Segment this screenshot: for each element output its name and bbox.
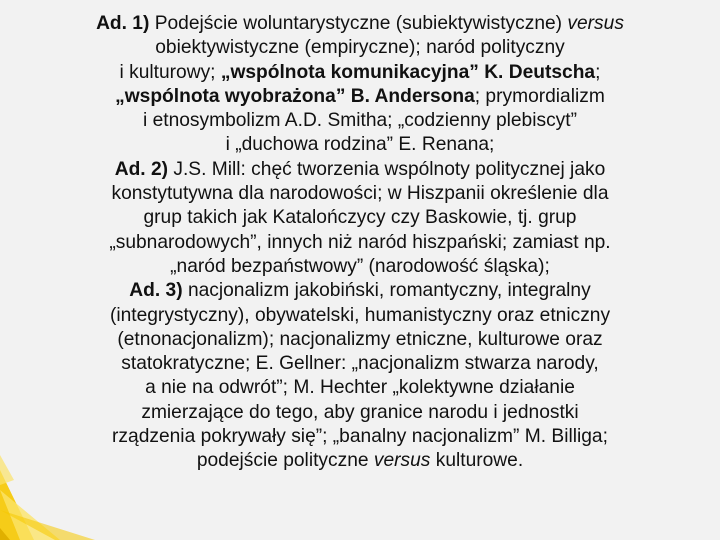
text-segment: i kulturowy; xyxy=(119,61,221,83)
text-segment: Ad. 1) xyxy=(96,13,150,34)
text-segment: podejście polityczne xyxy=(196,450,374,472)
text-segment: zmierzające do tego, aby granice narodu i jednostki xyxy=(141,401,579,423)
text-line xyxy=(40,328,680,352)
text-segment: ; xyxy=(595,61,601,83)
text-segment: obiektywistyczne (empiryczne); naród polityczny xyxy=(155,37,565,59)
text-segment: rządzenia pokrywały się”; „banalny nacjonalizm” M. Billiga; xyxy=(112,426,608,448)
text-segment: grup takich jak Katalończycy czy Baskowie, tj. grup xyxy=(143,207,577,229)
text-line xyxy=(40,85,680,109)
text-line xyxy=(40,182,680,206)
text-line xyxy=(40,231,680,255)
text-segment: konstytutywna dla narodowości; w Hiszpanii określenie dla xyxy=(111,183,609,205)
text-segment: nacjonalizm jakobiński, romantyczny, integralny xyxy=(182,280,591,302)
text-line xyxy=(40,133,680,157)
content-text xyxy=(40,12,680,474)
text-segment: Ad. 2) xyxy=(114,158,169,180)
text-line xyxy=(40,376,680,400)
text-segment: kulturowe. xyxy=(430,450,524,472)
text-segment: a nie na odwrót”; M. Hechter „kolektywne działanie xyxy=(145,377,575,399)
text-line xyxy=(40,304,680,328)
text-line xyxy=(40,61,680,85)
text-line xyxy=(40,12,680,36)
text-line xyxy=(40,255,680,279)
text-segment: versus xyxy=(373,450,431,472)
text-segment: (etnonacjonalizm); nacjonalizmy etniczne, kulturowe oraz xyxy=(117,328,603,350)
text-segment: statokratyczne; E. Gellner: „nacjonalizm stwarza narody, xyxy=(121,353,599,375)
text-line xyxy=(40,36,680,60)
text-segment: „naród bezpaństwowy” (narodowość śląska); xyxy=(170,255,550,277)
text-line xyxy=(40,449,680,473)
text-line xyxy=(40,206,680,230)
text-segment: „wspólnota wyobrażona” B. Andersona xyxy=(115,85,475,107)
text-segment: Ad. 3) xyxy=(129,280,183,302)
text-segment: (integrystyczny), obywatelski, humanistyczny oraz etniczny xyxy=(109,304,611,326)
text-line xyxy=(40,401,680,425)
text-segment: J.S. Mill: chęć tworzenia wspólnoty politycznej jako xyxy=(168,158,606,180)
text-line xyxy=(40,279,680,303)
text-segment: „wspólnota komunikacyjna” K. Deutscha xyxy=(220,61,596,83)
text-segment: Podejście woluntarystyczne (subiektywistyczne) xyxy=(149,13,568,34)
text-line xyxy=(40,352,680,376)
text-segment: i „duchowa rodzina” E. Renana; xyxy=(225,134,495,156)
text-segment: i etnosymbolizm A.D. Smitha; „codzienny plebiscyt” xyxy=(142,110,577,132)
text-segment: versus xyxy=(567,13,624,34)
text-line xyxy=(40,109,680,133)
text-segment: „subnarodowych”, innych niż naród hiszpański; zamiast np. xyxy=(109,231,611,253)
text-segment: ; prymordializm xyxy=(474,85,605,107)
text-line xyxy=(40,425,680,449)
text-line xyxy=(40,158,680,182)
